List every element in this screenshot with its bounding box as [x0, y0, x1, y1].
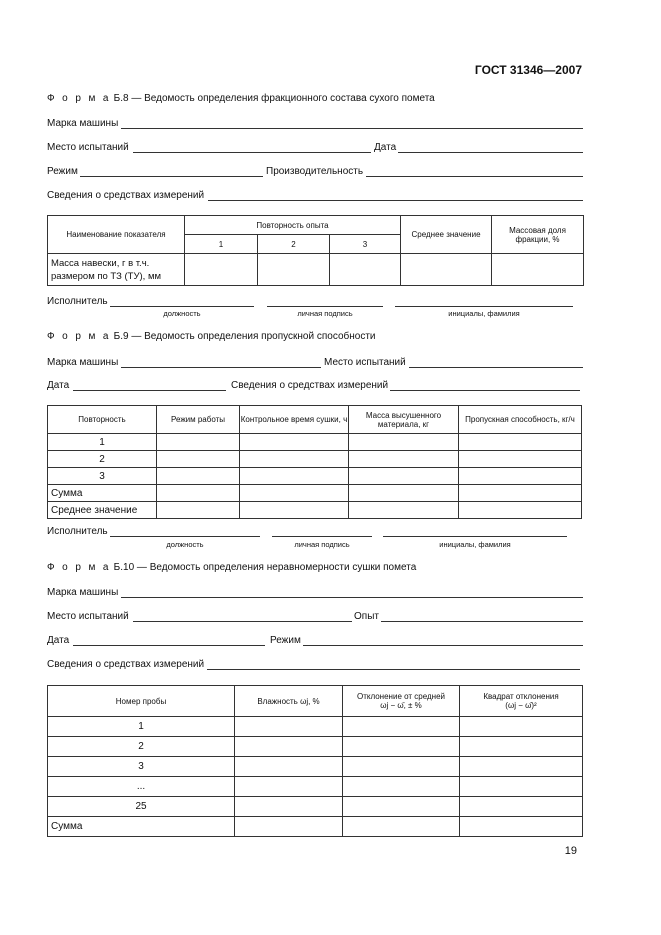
- b8-col-mean: Среднее значение: [401, 216, 492, 254]
- b9-table: [47, 405, 582, 519]
- b9-name-line[interactable]: [383, 536, 567, 537]
- table-cell[interactable]: [157, 434, 240, 451]
- table-cell[interactable]: [349, 502, 459, 519]
- b9-place-label: Место испытаний: [324, 357, 406, 368]
- table-cell[interactable]: [235, 817, 343, 837]
- form-b9-title: Ф о р м а Б.9 — Ведомость определения пропускной способности: [47, 331, 376, 342]
- b8-table: [47, 215, 584, 286]
- b8-caption-name: инициалы, фамилия: [448, 309, 520, 318]
- b10-col-moisture: Влажность ωj, %: [235, 686, 343, 717]
- table-cell[interactable]: [157, 502, 240, 519]
- table-cell[interactable]: [349, 434, 459, 451]
- b8-repeat-1: 1: [185, 235, 258, 254]
- b10-instruments-line[interactable]: [207, 669, 580, 670]
- table-cell[interactable]: [459, 451, 582, 468]
- b8-executor-label: Исполнитель: [47, 296, 108, 307]
- table-cell[interactable]: [343, 717, 460, 737]
- b8-place-line[interactable]: [133, 152, 371, 153]
- b9-executor-label: Исполнитель: [47, 526, 108, 537]
- table-cell[interactable]: [349, 485, 459, 502]
- table-cell[interactable]: [459, 485, 582, 502]
- b10-col-square-line2: (ωj − ω̄)²: [505, 701, 537, 710]
- b10-table: [47, 685, 583, 837]
- table-cell[interactable]: [459, 434, 582, 451]
- b8-mode-line[interactable]: [80, 176, 263, 177]
- b9-row-label: 3: [48, 468, 157, 485]
- b8-date-line[interactable]: [398, 152, 583, 153]
- b9-caption-name: инициалы, фамилия: [439, 540, 511, 549]
- b8-machine-line[interactable]: [121, 128, 583, 129]
- b10-col-deviation-line2: ωj − ω̄, ± %: [380, 701, 422, 710]
- standard-number: ГОСТ 31346—2007: [474, 63, 582, 77]
- b8-repeat-3: 3: [330, 235, 401, 254]
- table-cell[interactable]: [157, 485, 240, 502]
- b8-caption-position: должность: [163, 309, 201, 318]
- b9-place-line[interactable]: [409, 367, 583, 368]
- b10-row-label: ...: [48, 777, 235, 797]
- b8-repeat-2: 2: [258, 235, 330, 254]
- table-cell[interactable]: [235, 757, 343, 777]
- b10-mode-line[interactable]: [303, 645, 583, 646]
- table-cell[interactable]: [459, 468, 582, 485]
- table-row: [48, 777, 583, 797]
- b10-experiment-label: Опыт: [354, 611, 379, 622]
- table-cell[interactable]: [459, 502, 582, 519]
- b9-col-capacity: Пропускная способность, кг/ч: [459, 406, 582, 434]
- table-cell[interactable]: [460, 777, 583, 797]
- table-cell[interactable]: [240, 434, 349, 451]
- table-cell[interactable]: [330, 254, 401, 286]
- table-cell[interactable]: [460, 737, 583, 757]
- table-row: [48, 797, 583, 817]
- table-cell[interactable]: [343, 757, 460, 777]
- b10-instruments-label: Сведения о средствах измерений: [47, 659, 205, 670]
- b8-productivity-line[interactable]: [366, 176, 583, 177]
- b10-place-line[interactable]: [133, 621, 352, 622]
- table-cell[interactable]: [240, 451, 349, 468]
- table-cell[interactable]: [235, 717, 343, 737]
- b10-row-label: 3: [48, 757, 235, 777]
- b8-instruments-line[interactable]: [208, 200, 583, 201]
- b8-row-label: Масса навески, г в т.ч. размером по ТЗ (ТУ), мм: [48, 254, 185, 286]
- b9-row-sum: Сумма: [48, 485, 157, 502]
- b10-col-square: [460, 686, 583, 717]
- table-cell[interactable]: [401, 254, 492, 286]
- b8-col-mass-share: Массовая доля фракции, %: [492, 216, 584, 254]
- b9-col-mode: Режим работы: [157, 406, 240, 434]
- b10-row-sum: Сумма: [48, 817, 235, 837]
- table-cell[interactable]: [258, 254, 330, 286]
- b8-productivity-label: Производительность: [266, 166, 364, 177]
- table-cell[interactable]: [240, 485, 349, 502]
- table-row: [48, 757, 583, 777]
- b8-signature-line[interactable]: [267, 306, 383, 307]
- b9-position-line[interactable]: [110, 536, 260, 537]
- table-row: [48, 717, 583, 737]
- b10-date-line[interactable]: [73, 645, 265, 646]
- b9-signature-line[interactable]: [272, 536, 372, 537]
- b9-col-time: Контрольное время сушки, ч: [240, 406, 349, 434]
- b10-machine-line[interactable]: [121, 597, 583, 598]
- table-cell[interactable]: [343, 797, 460, 817]
- table-cell[interactable]: [460, 757, 583, 777]
- table-row: [48, 485, 582, 502]
- table-cell[interactable]: [157, 468, 240, 485]
- form-b10-title: Ф о р м а Б.10 — Ведомость определения неравномерности сушки помета: [47, 562, 417, 573]
- table-cell[interactable]: [240, 502, 349, 519]
- b8-position-line[interactable]: [110, 306, 254, 307]
- b10-experiment-line[interactable]: [381, 621, 583, 622]
- table-row: [48, 737, 583, 757]
- b10-machine-label: Марка машины: [47, 587, 119, 598]
- table-cell[interactable]: [343, 777, 460, 797]
- b9-col-repeat: Повторность: [48, 406, 157, 434]
- b8-col-indicator: Наименование показателя: [48, 216, 185, 254]
- b8-machine-label: Марка машины: [47, 118, 119, 129]
- b9-instruments-label: Сведения о средствах измерений: [231, 380, 389, 391]
- b10-mode-label: Режим: [270, 635, 301, 646]
- table-cell[interactable]: [460, 817, 583, 837]
- b10-col-sample: Номер пробы: [48, 686, 235, 717]
- b10-row-label: 25: [48, 797, 235, 817]
- b10-row-label: 2: [48, 737, 235, 757]
- table-row: [48, 502, 582, 519]
- table-cell[interactable]: [349, 468, 459, 485]
- table-cell[interactable]: [349, 451, 459, 468]
- b10-col-deviation-line1: Отклонение от средней: [357, 692, 445, 701]
- form-b8-title: Ф о р м а Б.8 — Ведомость определения фракционного состава сухого помета: [47, 93, 435, 104]
- table-row: [48, 434, 582, 451]
- b8-caption-signature: личная подпись: [297, 309, 353, 318]
- b10-date-label: Дата: [47, 635, 70, 646]
- table-cell[interactable]: [460, 797, 583, 817]
- b9-caption-signature: личная подпись: [294, 540, 350, 549]
- b8-instruments-label: Сведения о средствах измерений: [47, 190, 205, 201]
- b9-row-mean: Среднее значение: [48, 502, 157, 519]
- b9-instruments-line[interactable]: [390, 390, 580, 391]
- table-cell[interactable]: [460, 717, 583, 737]
- table-cell[interactable]: [240, 468, 349, 485]
- b8-place-label: Место испытаний: [47, 142, 129, 153]
- b9-machine-line[interactable]: [121, 367, 321, 368]
- table-cell[interactable]: [235, 777, 343, 797]
- table-cell[interactable]: [235, 737, 343, 757]
- b10-col-deviation: [343, 686, 460, 717]
- table-row: [48, 817, 583, 837]
- table-cell[interactable]: [235, 797, 343, 817]
- b9-machine-label: Марка машины: [47, 357, 119, 368]
- b10-place-label: Место испытаний: [47, 611, 129, 622]
- b9-date-label: Дата: [47, 380, 70, 391]
- table-row: [48, 468, 582, 485]
- table-cell[interactable]: [343, 817, 460, 837]
- b9-caption-position: должность: [166, 540, 204, 549]
- table-cell[interactable]: [492, 254, 584, 286]
- b9-row-label: 2: [48, 451, 157, 468]
- b9-date-line[interactable]: [73, 390, 226, 391]
- b9-row-label: 1: [48, 434, 157, 451]
- table-cell[interactable]: [157, 451, 240, 468]
- page-number: 19: [564, 845, 577, 857]
- b8-date-label: Дата: [374, 142, 397, 153]
- b8-name-line[interactable]: [395, 306, 573, 307]
- table-cell[interactable]: [185, 254, 258, 286]
- b8-mode-label: Режим: [47, 166, 78, 177]
- b10-col-square-line1: Квадрат отклонения: [483, 692, 559, 701]
- b10-row-label: 1: [48, 717, 235, 737]
- table-row: [48, 451, 582, 468]
- b8-col-repeat: Повторность опыта: [185, 216, 401, 235]
- b9-col-mass: Масса высушенного материала, кг: [349, 406, 459, 434]
- table-cell[interactable]: [343, 737, 460, 757]
